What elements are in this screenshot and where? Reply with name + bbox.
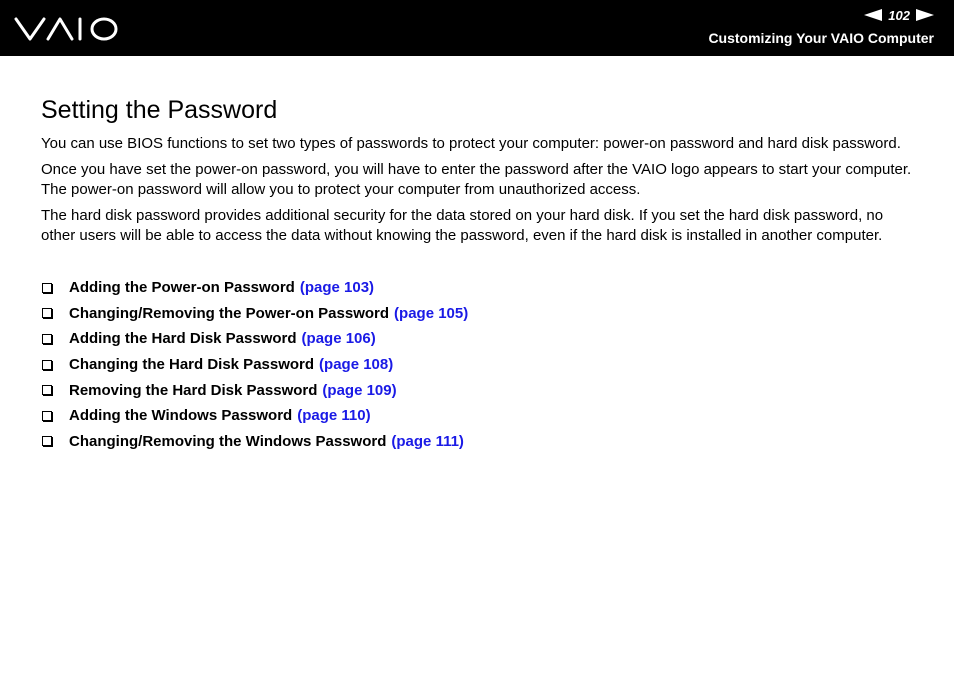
page-link[interactable]: (page 105): [394, 304, 469, 322]
list-item-label: Removing the Hard Disk Password: [69, 381, 318, 399]
list-item: [41, 403, 921, 429]
list-item: [41, 301, 921, 327]
list-item-label: Adding the Hard Disk Password: [69, 330, 297, 348]
intro-paragraph-2: Once you have set the power-on password, you will have to enter the password after the VAIO logo appears to start your computer. The power-on password will allow you to protect your computer from unauthorized access.: [41, 161, 912, 198]
header-bar: [0, 0, 954, 56]
list-item: [41, 275, 921, 301]
page-link[interactable]: (page 109): [322, 381, 397, 399]
checkbox-bullet-icon: [42, 360, 52, 370]
checkbox-bullet-icon: [42, 334, 52, 344]
list-item-label: Changing/Removing the Power-on Password: [69, 304, 390, 322]
list-item-label: Adding the Windows Password: [69, 407, 293, 425]
list-item: [41, 429, 921, 455]
main-content: [41, 96, 921, 454]
list-item: [41, 352, 921, 378]
intro-paragraph-1: You can use BIOS functions to set two types of passwords to protect your computer: power-on password and hard disk password.: [41, 135, 901, 152]
page-link[interactable]: (page 111): [391, 432, 464, 450]
intro-paragraph-3: The hard disk password provides additional security for the data stored on your hard disk. If you set the hard disk password, no other users will be able to access the data without knowing the password, even if the hard disk is installed in another computer.: [41, 207, 884, 244]
list-item-label: Adding the Power-on Password: [69, 279, 295, 297]
pager: [864, 7, 934, 23]
previous-page-arrow-icon[interactable]: [864, 9, 882, 21]
page-number: 102: [888, 7, 910, 23]
page-link[interactable]: (page 103): [299, 279, 375, 297]
list-item-label: Changing the Hard Disk Password: [69, 356, 315, 374]
page-link[interactable]: (page 110): [297, 407, 371, 425]
list-item: [41, 377, 921, 403]
list-item-label: Changing/Removing the Windows Password: [69, 432, 387, 450]
checkbox-bullet-icon: [42, 308, 52, 318]
checkbox-bullet-icon: [42, 385, 52, 395]
page-link[interactable]: (page 106): [301, 330, 376, 348]
password-topic-list: [41, 275, 921, 454]
page-link[interactable]: (page 108): [319, 356, 394, 374]
section-title: Customizing Your VAIO Computer: [708, 30, 934, 46]
next-page-arrow-icon[interactable]: [916, 9, 934, 21]
page-title: Setting the Password: [41, 96, 278, 124]
vaio-logo-icon: [14, 16, 120, 42]
checkbox-bullet-icon: [42, 436, 52, 446]
checkbox-bullet-icon: [42, 411, 52, 421]
checkbox-bullet-icon: [42, 283, 52, 293]
list-item: [41, 326, 921, 352]
